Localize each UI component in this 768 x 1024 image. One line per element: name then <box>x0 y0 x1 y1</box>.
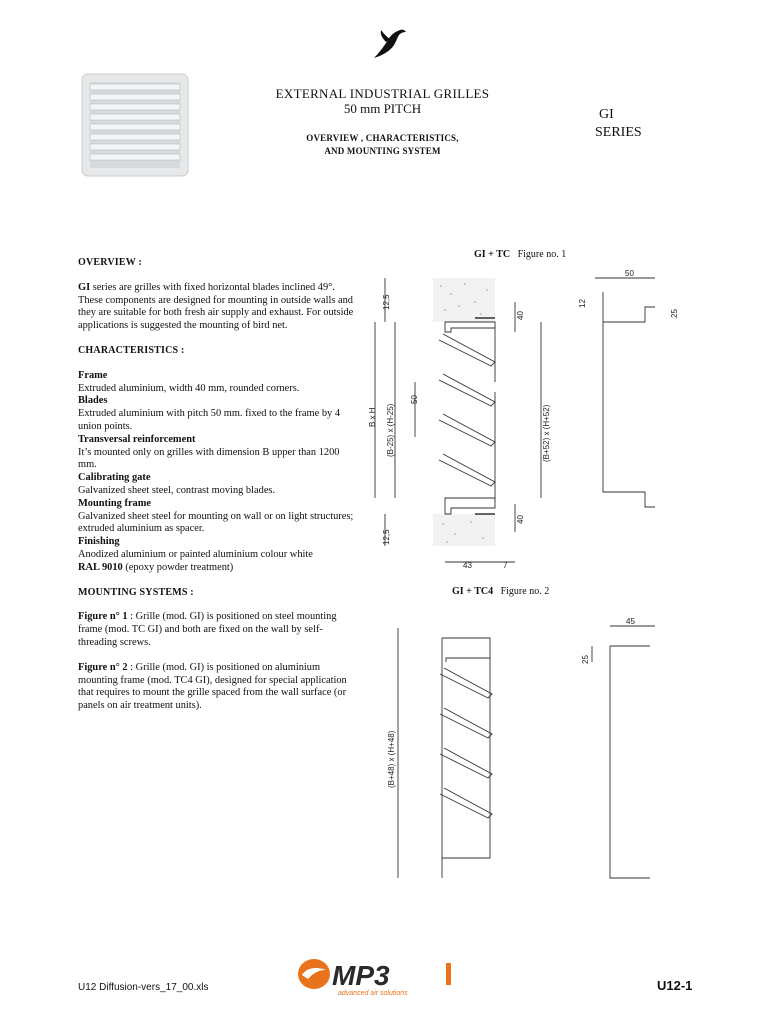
fig2-desc: : Grille (mod. GI) is positioned on aluminium mounting frame (mod. TC4 GI), designed for special application that requires to mount the grille spaced from the wall surface (or panels on air treatment units). <box>78 661 347 712</box>
mp3-logo <box>296 955 466 997</box>
svg-text:12,5: 12,5 <box>382 294 391 310</box>
figure1-caption <box>474 249 566 260</box>
page-number: U12-1 <box>657 978 693 993</box>
reinforcement-title: Transversal reinforcement <box>78 433 196 445</box>
svg-text:50: 50 <box>625 269 634 278</box>
subtitle-line-1: OVERVIEW , CHARACTERISTICS, <box>306 133 459 143</box>
figure2-caption <box>452 586 549 597</box>
characteristics-heading: CHARACTERISTICS : <box>78 344 185 356</box>
blades-text: Extruded aluminium with pitch 50 mm. fixed to the frame by 4 union points. <box>78 408 341 432</box>
reinforcement-text: It’s mounted only on grilles with dimension B upper than 1200 mm. <box>78 446 340 471</box>
overview-bold: GI <box>78 281 91 293</box>
finishing-text: Anodized aluminium or painted aluminium colour white <box>78 548 313 560</box>
svg-text:40: 40 <box>516 311 525 320</box>
finishing-title: Finishing <box>78 536 120 548</box>
gate-text: Galvanized sheet steel, contrast moving blades. <box>78 484 276 496</box>
overview-heading: OVERVIEW : <box>78 257 142 268</box>
svg-text:7: 7 <box>503 561 508 570</box>
svg-text:25: 25 <box>581 655 590 664</box>
overview-body: series are grilles with fixed horizontal blades inclined 49°. These components are designed for mounting in outside walls and they are suitable for both fresh air supply and exhaust. For outside applications is suggested the mounting of bird net. <box>78 281 354 332</box>
figure2-caption-bold: GI + TC4 <box>452 586 494 597</box>
wall-bottom <box>433 514 495 546</box>
series-code: GI <box>599 107 614 122</box>
ral-note: (epoxy powder treatment) <box>122 561 234 573</box>
footer-filename: U12 Diffusion-vers_17_00.xls <box>78 982 209 993</box>
fig2-label: Figure n° 2 <box>78 661 128 673</box>
title-block <box>250 86 515 158</box>
wall-top <box>433 278 495 322</box>
figure1-caption-bold: GI + TC <box>474 249 511 260</box>
bird-logo-icon <box>372 28 408 62</box>
gate-title: Calibrating gate <box>78 472 151 484</box>
svg-text:45: 45 <box>626 617 635 626</box>
blades-title: Blades <box>78 395 108 407</box>
svg-text:(B-25) x (H-25): (B-25) x (H-25) <box>386 403 395 457</box>
figure2-caption-text: Figure no. 2 <box>500 586 550 597</box>
frame-text: Extruded aluminium, width 40 mm, rounded corners. <box>78 382 300 394</box>
page-title-pitch: 50 mm PITCH <box>343 101 422 116</box>
page-title: EXTERNAL INDUSTRIAL GRILLES <box>275 86 490 101</box>
finishing-ral <box>78 562 356 575</box>
ral-code: RAL 9010 <box>78 561 123 573</box>
mounting-frame-text: Galvanized sheet steel for mounting on wall or on light structures; extruded aluminium as spacer. <box>78 510 354 535</box>
svg-text:12,5: 12,5 <box>382 529 391 545</box>
logo-text: MP3 <box>332 960 390 991</box>
frame-title: Frame <box>78 369 108 381</box>
series-label <box>595 106 642 142</box>
fig1-label: Figure n° 1 <box>78 611 128 623</box>
page-subtitle <box>250 132 515 158</box>
mounting-fig2-text <box>78 662 356 713</box>
svg-text:(B+52) x (H+52): (B+52) x (H+52) <box>542 404 551 462</box>
series-word: SERIES <box>595 125 642 140</box>
blades-fig1 <box>439 334 495 486</box>
mounting-frame-title: Mounting frame <box>78 497 152 509</box>
svg-text:43: 43 <box>463 561 472 570</box>
svg-text:25: 25 <box>670 309 679 318</box>
svg-text:B x H: B x H <box>368 407 377 427</box>
mounting-heading: MOUNTING SYSTEMS : <box>78 586 194 598</box>
subtitle-line-2: AND MOUNTING SYSTEM <box>324 146 441 156</box>
svg-text:40: 40 <box>516 515 525 524</box>
blades-fig2 <box>440 668 492 818</box>
svg-text:(B+48) x (H+48): (B+48) x (H+48) <box>387 730 396 788</box>
svg-text:50: 50 <box>410 395 419 404</box>
grille-photo <box>80 72 190 178</box>
mounting-fig1-text <box>78 611 356 649</box>
figure1-caption-text: Figure no. 1 <box>517 249 567 260</box>
figure2-drawing <box>370 598 670 888</box>
fig1-desc: : Grille (mod. GI) is positioned on steel mounting frame (mod. TC GI) and both are fixed on the wall by self-threading screws. <box>78 611 337 648</box>
figure1-drawing <box>355 262 695 572</box>
description-column <box>78 257 356 713</box>
svg-text:12: 12 <box>578 299 587 308</box>
overview-text <box>78 282 356 333</box>
logo-tagline: advanced air solutions <box>338 990 408 997</box>
